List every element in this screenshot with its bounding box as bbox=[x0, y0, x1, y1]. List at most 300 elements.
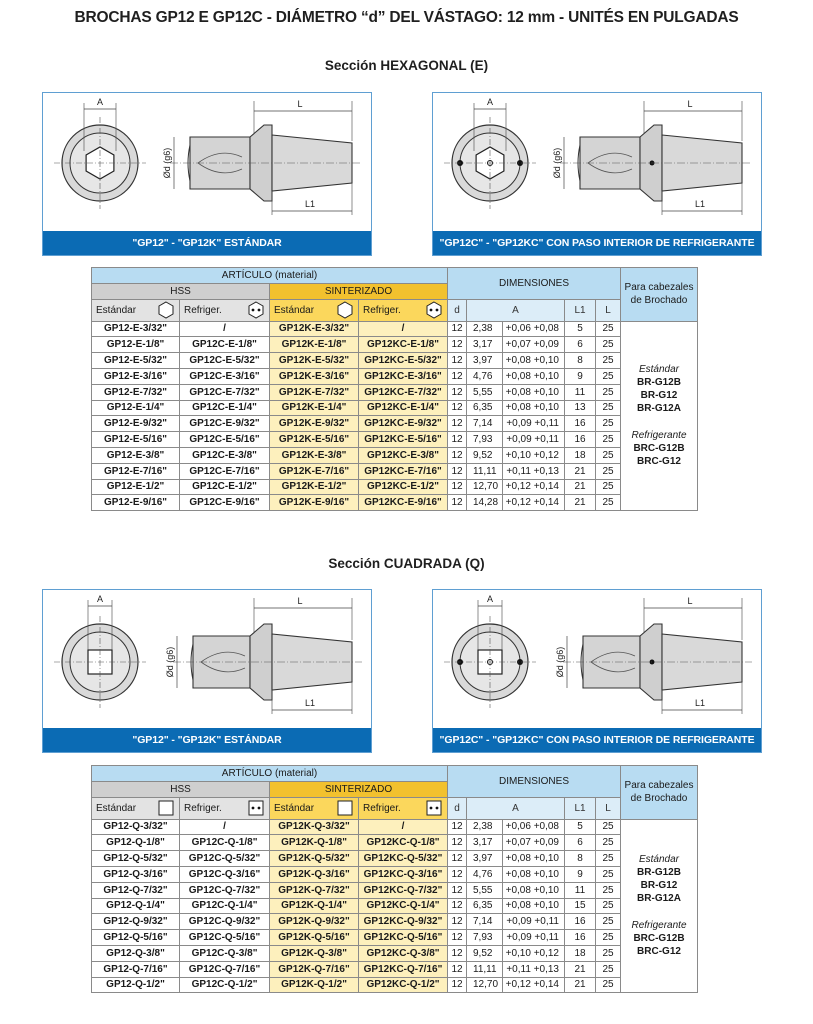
l-value: 25 bbox=[596, 353, 621, 369]
a-tolerance: +0,07 +0,09 bbox=[503, 835, 565, 851]
l1-value: 16 bbox=[565, 416, 596, 432]
hss-estandar-code: GP12-E-3/32" bbox=[92, 321, 180, 337]
table-row bbox=[92, 368, 698, 384]
l-label: L bbox=[297, 99, 303, 109]
hss-estandar-subheader bbox=[92, 797, 180, 819]
sint-estandar-code: GP12K-Q-7/16" bbox=[270, 961, 359, 977]
d-value: 12 bbox=[448, 400, 467, 416]
square-icon bbox=[157, 799, 175, 817]
l1-label: L1 bbox=[694, 698, 706, 708]
d-value: 12 bbox=[448, 463, 467, 479]
l1-value: 18 bbox=[565, 945, 596, 961]
table-row bbox=[92, 819, 698, 835]
hex-coolant-technical-drawing bbox=[433, 93, 763, 233]
col-a-header: A bbox=[467, 299, 565, 321]
a-value: 11,11 bbox=[467, 961, 503, 977]
a-value: 5,55 bbox=[467, 384, 503, 400]
d-value: 12 bbox=[448, 432, 467, 448]
l-value: 25 bbox=[596, 479, 621, 495]
a-value: 7,93 bbox=[467, 432, 503, 448]
a-tolerance: +0,09 +0,11 bbox=[503, 432, 565, 448]
a-tolerance: +0,07 +0,09 bbox=[503, 337, 565, 353]
sint-refriger-code: GP12KC-E-7/32" bbox=[359, 384, 448, 400]
col-d-header: d bbox=[448, 797, 467, 819]
sint-estandar-code: GP12K-E-7/16" bbox=[270, 463, 359, 479]
sint-estandar-code: GP12K-Q-1/4" bbox=[270, 898, 359, 914]
l-value: 25 bbox=[596, 835, 621, 851]
hex-coolant-drawing bbox=[432, 92, 762, 256]
d-value: 12 bbox=[448, 866, 467, 882]
hss-refriger-code: GP12C-E-1/2" bbox=[180, 479, 270, 495]
a-tolerance: +0,09 +0,11 bbox=[503, 914, 565, 930]
l-value: 25 bbox=[596, 819, 621, 835]
l1-value: 8 bbox=[565, 851, 596, 867]
sint-estandar-code: GP12K-Q-9/32" bbox=[270, 914, 359, 930]
l-value: 25 bbox=[596, 882, 621, 898]
l-value: 25 bbox=[596, 977, 621, 993]
table-row bbox=[92, 321, 698, 337]
sint-refriger-code: GP12KC-Q-7/16" bbox=[359, 961, 448, 977]
table-row bbox=[92, 432, 698, 448]
a-label: A bbox=[96, 97, 104, 107]
hexagon-coolant-icon bbox=[247, 301, 265, 319]
l-value: 25 bbox=[596, 945, 621, 961]
l-value: 25 bbox=[596, 495, 621, 511]
sint-estandar-code: GP12K-E-9/32" bbox=[270, 416, 359, 432]
l1-value: 5 bbox=[565, 819, 596, 835]
hex-table-body bbox=[92, 321, 698, 511]
cabezal-item: BR-G12A bbox=[637, 403, 681, 415]
hss-refriger-code: GP12C-Q-5/16" bbox=[180, 930, 270, 946]
a-tolerance: +0,08 +0,10 bbox=[503, 368, 565, 384]
cabezales-header: Para cabezales de Brochado bbox=[621, 766, 698, 820]
l-value: 25 bbox=[596, 384, 621, 400]
cabezal-group-estandar: Estándar bbox=[638, 364, 680, 376]
col-l1-header: L1 bbox=[565, 299, 596, 321]
cabezal-item: BR-G12 bbox=[640, 390, 678, 402]
sint-refriger-code: GP12KC-Q-1/8" bbox=[359, 835, 448, 851]
hss-refriger-code: GP12C-Q-1/8" bbox=[180, 835, 270, 851]
l1-value: 6 bbox=[565, 835, 596, 851]
hss-refriger-code: GP12C-E-7/32" bbox=[180, 384, 270, 400]
sint-estandar-code: GP12K-Q-1/8" bbox=[270, 835, 359, 851]
a-value: 2,38 bbox=[467, 819, 503, 835]
a-value: 3,17 bbox=[467, 835, 503, 851]
a-value: 4,76 bbox=[467, 866, 503, 882]
col-d-header: d bbox=[448, 299, 467, 321]
l1-label: L1 bbox=[304, 698, 316, 708]
a-value: 12,70 bbox=[467, 479, 503, 495]
hss-estandar-code: GP12-Q-3/16" bbox=[92, 866, 180, 882]
page-title: BROCHAS GP12 E GP12C - DIÁMETRO “d” DEL VÁSTAGO: 12 mm - UNITÉS EN PULGADAS bbox=[74, 9, 739, 26]
l-value: 25 bbox=[596, 447, 621, 463]
l1-label: L1 bbox=[694, 199, 706, 209]
estandar-label: Estándar bbox=[274, 802, 315, 814]
a-label: A bbox=[486, 594, 494, 604]
d-value: 12 bbox=[448, 447, 467, 463]
dimensiones-header: DIMENSIONES bbox=[448, 766, 621, 798]
refriger-label: Refriger. bbox=[363, 304, 401, 316]
sint-refriger-code: GP12KC-E-5/32" bbox=[359, 353, 448, 369]
articulo-header: ARTÍCULO (material) bbox=[92, 268, 448, 284]
hss-estandar-code: GP12-E-5/32" bbox=[92, 353, 180, 369]
sint-estandar-code: GP12K-E-1/2" bbox=[270, 479, 359, 495]
table-row bbox=[92, 353, 698, 369]
square-standard-technical-drawing bbox=[43, 590, 373, 730]
sint-estandar-code: GP12K-E-3/8" bbox=[270, 447, 359, 463]
d-value: 12 bbox=[448, 961, 467, 977]
cabezal-item: BR-G12A bbox=[637, 893, 681, 905]
l1-value: 13 bbox=[565, 400, 596, 416]
a-value: 4,76 bbox=[467, 368, 503, 384]
l-value: 25 bbox=[596, 463, 621, 479]
cabezal-item: BR-G12B bbox=[637, 867, 681, 879]
hss-refriger-code: GP12C-Q-1/2" bbox=[180, 977, 270, 993]
hss-refriger-code: / bbox=[180, 321, 270, 337]
hss-refriger-code: GP12C-E-3/16" bbox=[180, 368, 270, 384]
a-value: 12,70 bbox=[467, 977, 503, 993]
sint-estandar-code: GP12K-Q-3/16" bbox=[270, 866, 359, 882]
hss-estandar-code: GP12-E-3/8" bbox=[92, 447, 180, 463]
sint-estandar-code: GP12K-E-3/32" bbox=[270, 321, 359, 337]
l-label: L bbox=[687, 596, 693, 606]
sint-refriger-code: GP12KC-Q-5/16" bbox=[359, 930, 448, 946]
hexagon-icon bbox=[336, 301, 354, 319]
a-tolerance: +0,08 +0,10 bbox=[503, 882, 565, 898]
hex-spec-table bbox=[91, 267, 698, 511]
l1-value: 21 bbox=[565, 961, 596, 977]
hss-refriger-code: GP12C-Q-5/32" bbox=[180, 851, 270, 867]
sint-refriger-code: GP12KC-E-3/8" bbox=[359, 447, 448, 463]
table-row bbox=[92, 495, 698, 511]
a-value: 3,97 bbox=[467, 851, 503, 867]
hss-estandar-code: GP12-Q-7/16" bbox=[92, 961, 180, 977]
table-row bbox=[92, 914, 698, 930]
a-value: 2,38 bbox=[467, 321, 503, 337]
a-value: 6,35 bbox=[467, 400, 503, 416]
table-row bbox=[92, 447, 698, 463]
l1-label: L1 bbox=[304, 199, 316, 209]
l1-value: 6 bbox=[565, 337, 596, 353]
sint-estandar-code: GP12K-E-5/32" bbox=[270, 353, 359, 369]
l-value: 25 bbox=[596, 898, 621, 914]
sint-refriger-code: GP12KC-Q-1/2" bbox=[359, 977, 448, 993]
a-tolerance: +0,11 +0,13 bbox=[503, 961, 565, 977]
l1-value: 8 bbox=[565, 353, 596, 369]
sint-refriger-code: GP12KC-E-9/16" bbox=[359, 495, 448, 511]
hss-refriger-code: GP12C-Q-3/16" bbox=[180, 866, 270, 882]
a-tolerance: +0,08 +0,10 bbox=[503, 851, 565, 867]
hss-refriger-code: GP12C-Q-1/4" bbox=[180, 898, 270, 914]
hex-standard-drawing bbox=[42, 92, 372, 256]
l-label: L bbox=[297, 596, 303, 606]
l1-value: 5 bbox=[565, 321, 596, 337]
table-row bbox=[92, 463, 698, 479]
table-row bbox=[92, 835, 698, 851]
l-value: 25 bbox=[596, 416, 621, 432]
d-value: 12 bbox=[448, 353, 467, 369]
l1-value: 16 bbox=[565, 930, 596, 946]
d-value: 12 bbox=[448, 977, 467, 993]
col-l-header: L bbox=[596, 797, 621, 819]
col-l1-header: L1 bbox=[565, 797, 596, 819]
a-value: 9,52 bbox=[467, 447, 503, 463]
cabezal-item: BRC-G12 bbox=[637, 946, 681, 958]
table-row bbox=[92, 977, 698, 993]
hss-refriger-subheader bbox=[180, 299, 270, 321]
hss-refriger-code: GP12C-Q-7/32" bbox=[180, 882, 270, 898]
sinterizado-header: SINTERIZADO bbox=[270, 781, 448, 797]
a-tolerance: +0,06 +0,08 bbox=[503, 819, 565, 835]
square-coolant-technical-drawing bbox=[433, 590, 763, 730]
table-row bbox=[92, 945, 698, 961]
sint-refriger-code: GP12KC-E-1/4" bbox=[359, 400, 448, 416]
sint-estandar-code: GP12K-E-1/8" bbox=[270, 337, 359, 353]
hss-estandar-code: GP12-E-9/32" bbox=[92, 416, 180, 432]
l1-value: 9 bbox=[565, 866, 596, 882]
dimensiones-header: DIMENSIONES bbox=[448, 268, 621, 300]
table-row bbox=[92, 930, 698, 946]
sint-refriger-code: GP12KC-Q-3/8" bbox=[359, 945, 448, 961]
table-row bbox=[92, 479, 698, 495]
square-spec-table bbox=[91, 765, 698, 993]
hss-refriger-code: GP12C-E-9/16" bbox=[180, 495, 270, 511]
hss-estandar-code: GP12-E-1/8" bbox=[92, 337, 180, 353]
hss-refriger-code: GP12C-E-9/32" bbox=[180, 416, 270, 432]
cabezal-item: BR-G12B bbox=[637, 377, 681, 389]
estandar-label: Estándar bbox=[274, 304, 315, 316]
a-value: 9,52 bbox=[467, 945, 503, 961]
l1-value: 21 bbox=[565, 977, 596, 993]
sint-estandar-subheader bbox=[270, 299, 359, 321]
l1-value: 11 bbox=[565, 882, 596, 898]
d-value: 12 bbox=[448, 337, 467, 353]
a-value: 6,35 bbox=[467, 898, 503, 914]
l-value: 25 bbox=[596, 961, 621, 977]
sint-estandar-code: GP12K-E-3/16" bbox=[270, 368, 359, 384]
hss-estandar-code: GP12-Q-9/32" bbox=[92, 914, 180, 930]
l1-value: 15 bbox=[565, 898, 596, 914]
cabezales-list bbox=[621, 321, 698, 511]
d-value: 12 bbox=[448, 479, 467, 495]
hss-estandar-code: GP12-E-5/16" bbox=[92, 432, 180, 448]
sint-refriger-code: / bbox=[359, 321, 448, 337]
l1-value: 11 bbox=[565, 384, 596, 400]
square-standard-drawing bbox=[42, 589, 372, 753]
a-tolerance: +0,08 +0,10 bbox=[503, 866, 565, 882]
l1-value: 16 bbox=[565, 914, 596, 930]
hss-refriger-code: GP12C-E-1/8" bbox=[180, 337, 270, 353]
sint-refriger-code: GP12KC-E-3/16" bbox=[359, 368, 448, 384]
cabezal-item: BRC-G12B bbox=[633, 933, 685, 945]
table-row bbox=[92, 898, 698, 914]
l1-value: 21 bbox=[565, 463, 596, 479]
l-value: 25 bbox=[596, 400, 621, 416]
hss-estandar-code: GP12-E-3/16" bbox=[92, 368, 180, 384]
sint-refriger-code: GP12KC-E-7/16" bbox=[359, 463, 448, 479]
l-value: 25 bbox=[596, 914, 621, 930]
table-row bbox=[92, 400, 698, 416]
a-tolerance: +0,12 +0,14 bbox=[503, 977, 565, 993]
a-value: 11,11 bbox=[467, 463, 503, 479]
hss-estandar-code: GP12-Q-7/32" bbox=[92, 882, 180, 898]
sint-estandar-code: GP12K-Q-3/32" bbox=[270, 819, 359, 835]
hss-refriger-code: GP12C-E-7/16" bbox=[180, 463, 270, 479]
sint-estandar-code: GP12K-E-5/16" bbox=[270, 432, 359, 448]
hexagon-icon bbox=[157, 301, 175, 319]
sint-refriger-code: GP12KC-Q-3/16" bbox=[359, 866, 448, 882]
hex-standard-technical-drawing bbox=[43, 93, 373, 233]
d-label: Ød (g6) bbox=[552, 147, 562, 179]
sint-refriger-code: GP12KC-Q-5/32" bbox=[359, 851, 448, 867]
estandar-label: Estándar bbox=[96, 304, 137, 316]
sint-refriger-code: GP12KC-Q-7/32" bbox=[359, 882, 448, 898]
a-value: 7,93 bbox=[467, 930, 503, 946]
hss-estandar-code: GP12-Q-5/16" bbox=[92, 930, 180, 946]
a-tolerance: +0,11 +0,13 bbox=[503, 463, 565, 479]
a-tolerance: +0,08 +0,10 bbox=[503, 400, 565, 416]
cabezal-item: BRC-G12B bbox=[633, 443, 685, 455]
col-a-header: A bbox=[467, 797, 565, 819]
table-row bbox=[92, 866, 698, 882]
hss-estandar-code: GP12-Q-5/32" bbox=[92, 851, 180, 867]
l1-value: 16 bbox=[565, 432, 596, 448]
sint-estandar-code: GP12K-E-7/32" bbox=[270, 384, 359, 400]
sint-refriger-code: GP12KC-Q-1/4" bbox=[359, 898, 448, 914]
hss-refriger-subheader bbox=[180, 797, 270, 819]
d-value: 12 bbox=[448, 851, 467, 867]
cabezales-list bbox=[621, 819, 698, 993]
hss-estandar-code: GP12-Q-3/32" bbox=[92, 819, 180, 835]
articulo-header: ARTÍCULO (material) bbox=[92, 766, 448, 782]
sint-estandar-code: GP12K-Q-7/32" bbox=[270, 882, 359, 898]
l1-value: 9 bbox=[565, 368, 596, 384]
sint-estandar-code: GP12K-Q-1/2" bbox=[270, 977, 359, 993]
spacer bbox=[623, 415, 695, 429]
a-tolerance: +0,06 +0,08 bbox=[503, 321, 565, 337]
table-row bbox=[92, 337, 698, 353]
d-value: 12 bbox=[448, 930, 467, 946]
a-value: 3,97 bbox=[467, 353, 503, 369]
a-value: 5,55 bbox=[467, 882, 503, 898]
sint-refriger-subheader bbox=[359, 797, 448, 819]
sint-estandar-code: GP12K-E-1/4" bbox=[270, 400, 359, 416]
hss-refriger-code: GP12C-Q-3/8" bbox=[180, 945, 270, 961]
table-row bbox=[92, 851, 698, 867]
l-value: 25 bbox=[596, 851, 621, 867]
hss-estandar-code: GP12-E-9/16" bbox=[92, 495, 180, 511]
hexagon-coolant-icon bbox=[425, 301, 443, 319]
cabezal-group-refrigerante: Refrigerante bbox=[631, 430, 687, 442]
hex-standard-caption: "GP12" - "GP12K" ESTÁNDAR bbox=[43, 231, 371, 255]
sint-refriger-subheader bbox=[359, 299, 448, 321]
l-value: 25 bbox=[596, 337, 621, 353]
table-row bbox=[92, 961, 698, 977]
d-value: 12 bbox=[448, 945, 467, 961]
a-value: 3,17 bbox=[467, 337, 503, 353]
hss-refriger-code: GP12C-Q-9/32" bbox=[180, 914, 270, 930]
cabezal-item: BRC-G12 bbox=[637, 456, 681, 468]
square-coolant-icon bbox=[247, 799, 265, 817]
square-coolant-drawing bbox=[432, 589, 762, 753]
hex-section-title: Sección HEXAGONAL (E) bbox=[324, 58, 489, 73]
a-value: 7,14 bbox=[467, 416, 503, 432]
hss-header: HSS bbox=[92, 781, 270, 797]
a-tolerance: +0,12 +0,14 bbox=[503, 479, 565, 495]
d-value: 12 bbox=[448, 416, 467, 432]
hss-refriger-code: GP12C-E-5/32" bbox=[180, 353, 270, 369]
sint-estandar-code: GP12K-Q-5/16" bbox=[270, 930, 359, 946]
l1-value: 21 bbox=[565, 479, 596, 495]
sint-refriger-code: GP12KC-Q-9/32" bbox=[359, 914, 448, 930]
hss-estandar-code: GP12-E-1/2" bbox=[92, 479, 180, 495]
table-row bbox=[92, 384, 698, 400]
d-value: 12 bbox=[448, 882, 467, 898]
hss-refriger-code: GP12C-E-5/16" bbox=[180, 432, 270, 448]
l-value: 25 bbox=[596, 321, 621, 337]
sint-refriger-code: GP12KC-E-1/2" bbox=[359, 479, 448, 495]
square-coolant-caption: "GP12C" - "GP12KC" CON PASO INTERIOR DE REFRIGERANTE bbox=[433, 728, 761, 752]
sint-estandar-code: GP12K-E-9/16" bbox=[270, 495, 359, 511]
d-value: 12 bbox=[448, 495, 467, 511]
d-value: 12 bbox=[448, 819, 467, 835]
hss-refriger-code: GP12C-E-1/4" bbox=[180, 400, 270, 416]
hss-estandar-code: GP12-E-1/4" bbox=[92, 400, 180, 416]
l1-value: 21 bbox=[565, 495, 596, 511]
square-standard-caption: "GP12" - "GP12K" ESTÁNDAR bbox=[43, 728, 371, 752]
refriger-label: Refriger. bbox=[184, 304, 222, 316]
sint-refriger-code: GP12KC-E-5/16" bbox=[359, 432, 448, 448]
hss-refriger-code: GP12C-E-3/8" bbox=[180, 447, 270, 463]
square-coolant-icon bbox=[425, 799, 443, 817]
a-label: A bbox=[96, 594, 104, 604]
l-label: L bbox=[687, 99, 693, 109]
a-tolerance: +0,09 +0,11 bbox=[503, 416, 565, 432]
hss-estandar-subheader bbox=[92, 299, 180, 321]
hss-refriger-code: GP12C-Q-7/16" bbox=[180, 961, 270, 977]
cabezal-item: BR-G12 bbox=[640, 880, 678, 892]
a-value: 14,28 bbox=[467, 495, 503, 511]
sinterizado-header: SINTERIZADO bbox=[270, 283, 448, 299]
hss-refriger-code: / bbox=[180, 819, 270, 835]
hss-estandar-code: GP12-E-7/32" bbox=[92, 384, 180, 400]
table-row bbox=[92, 882, 698, 898]
refriger-label: Refriger. bbox=[363, 802, 401, 814]
sint-estandar-code: GP12K-Q-5/32" bbox=[270, 851, 359, 867]
sint-refriger-code: GP12KC-E-1/8" bbox=[359, 337, 448, 353]
a-tolerance: +0,12 +0,14 bbox=[503, 495, 565, 511]
d-label: Ød (g6) bbox=[165, 646, 175, 678]
square-table-body bbox=[92, 819, 698, 993]
a-tolerance: +0,08 +0,10 bbox=[503, 353, 565, 369]
table-row bbox=[92, 416, 698, 432]
l-value: 25 bbox=[596, 368, 621, 384]
d-label: Ød (g6) bbox=[555, 646, 565, 678]
hss-estandar-code: GP12-Q-1/8" bbox=[92, 835, 180, 851]
a-tolerance: +0,10 +0,12 bbox=[503, 447, 565, 463]
a-tolerance: +0,10 +0,12 bbox=[503, 945, 565, 961]
d-value: 12 bbox=[448, 321, 467, 337]
l-value: 25 bbox=[596, 930, 621, 946]
d-value: 12 bbox=[448, 898, 467, 914]
hss-estandar-code: GP12-Q-1/2" bbox=[92, 977, 180, 993]
hss-estandar-code: GP12-Q-1/4" bbox=[92, 898, 180, 914]
d-label: Ød (g6) bbox=[162, 147, 172, 179]
hss-header: HSS bbox=[92, 283, 270, 299]
cabezal-group-refrigerante: Refrigerante bbox=[631, 920, 687, 932]
refriger-label: Refriger. bbox=[184, 802, 222, 814]
a-tolerance: +0,08 +0,10 bbox=[503, 898, 565, 914]
